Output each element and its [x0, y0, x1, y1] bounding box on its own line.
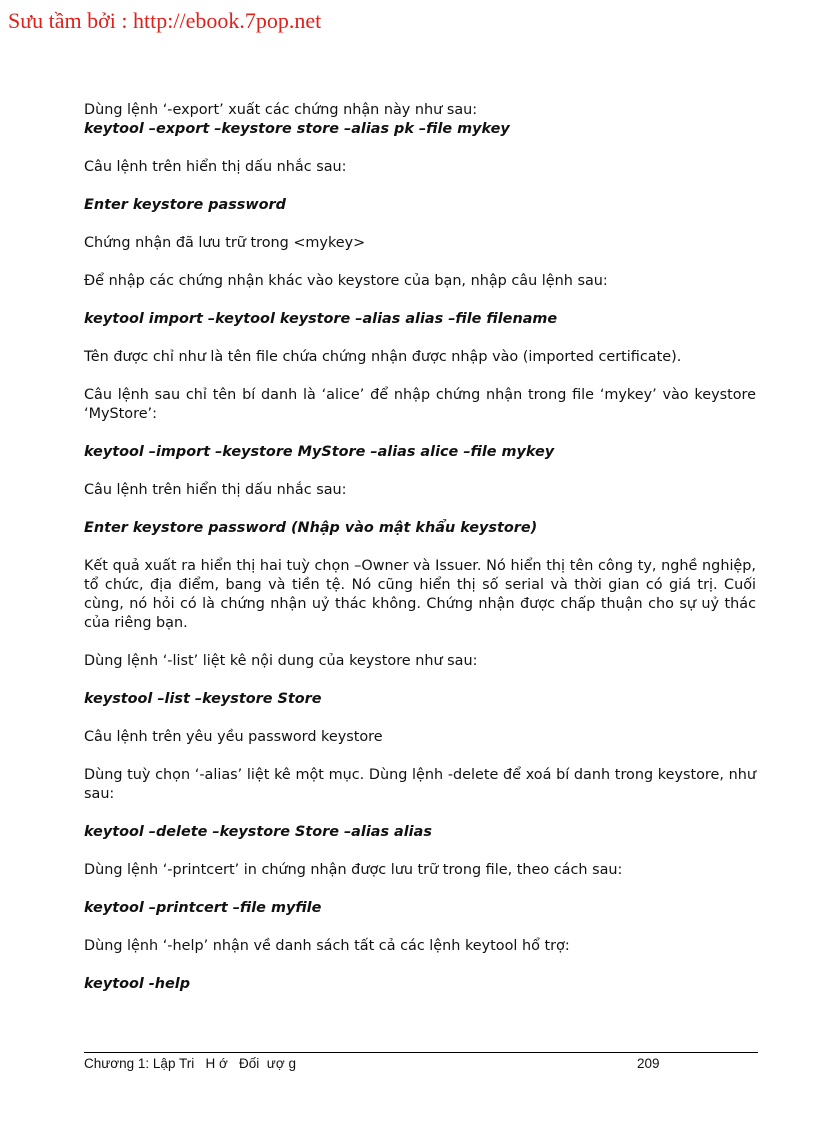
- paragraph: Dùng lệnh ‘-export’ xuất các chứng nhận này như sau:: [84, 102, 478, 118]
- paragraph: Câu lệnh trên hiển thị dấu nhắc sau:: [84, 482, 347, 498]
- command-line: keytool –delete –keystore Store –alias alias: [84, 824, 432, 840]
- command-line: keytool –printcert –file myfile: [84, 900, 322, 916]
- paragraph: Dùng tuỳ chọn ‘-alias’ liệt kê một mục. Dùng lệnh -delete để xoá bí danh trong keystore, như sau:: [84, 767, 756, 802]
- command-line: keytool –import –keystore MyStore –alias alice –file mykey: [84, 444, 555, 460]
- paragraph: Để nhập các chứng nhận khác vào keystore của bạn, nhập câu lệnh sau:: [84, 273, 608, 289]
- command-line: keystool –list –keystore Store: [84, 691, 322, 707]
- paragraph: Câu lệnh trên hiển thị dấu nhắc sau:: [84, 159, 347, 175]
- paragraph: Kết quả xuất ra hiển thị hai tuỳ chọn –Owner và Issuer. Nó hiển thị tên công ty, nghề nghiệp, tổ chức, địa điểm, bang và tiền tệ. Nó cũng hiển thị số serial và thời gian có giá trị. Cuối cùng, nó hỏi có là chứng nhận uỷ thác không. Chứng nhận được chấp thuận cho sự uỷ thác của riêng bạn.: [84, 558, 756, 631]
- document-body: [84, 101, 756, 1013]
- command-line: keytool –export –keystore store –alias pk –file mykey: [84, 121, 510, 137]
- source-watermark: Sưu tầm bởi : http://ebook.7pop.net: [8, 8, 322, 33]
- paragraph: Dùng lệnh ‘-help’ nhận về danh sách tất cả các lệnh keytool hổ trợ:: [84, 938, 570, 954]
- paragraph: Câu lệnh trên yêu yều password keystore: [84, 729, 383, 745]
- footer-divider: [84, 1052, 758, 1053]
- paragraph: Dùng lệnh ‘-printcert’ in chứng nhận được lưu trữ trong file, theo cách sau:: [84, 862, 623, 878]
- command-line: keytool import –keytool keystore –alias alias –file filename: [84, 311, 558, 327]
- paragraph: Dùng lệnh ‘-list’ liệt kê nội dung của keystore như sau:: [84, 653, 478, 669]
- paragraph: Chứng nhận đã lưu trữ trong <mykey>: [84, 235, 366, 251]
- page-number: 209: [637, 1056, 660, 1071]
- footer-chapter-title: Chương 1: Lập Tri H ớ Đối ượ g: [84, 1056, 296, 1071]
- command-line: Enter keystore password: [84, 197, 286, 213]
- paragraph: Câu lệnh sau chỉ tên bí danh là ‘alice’ để nhập chứng nhận trong file ‘mykey’ vào keystore ‘MyStore’:: [84, 387, 756, 422]
- command-line: Enter keystore password (Nhập vào mật khẩu keystore): [84, 520, 538, 536]
- command-line: keytool -help: [84, 976, 191, 992]
- paragraph: Tên được chỉ như là tên file chứa chứng nhận được nhập vào (imported certificate).: [84, 349, 682, 365]
